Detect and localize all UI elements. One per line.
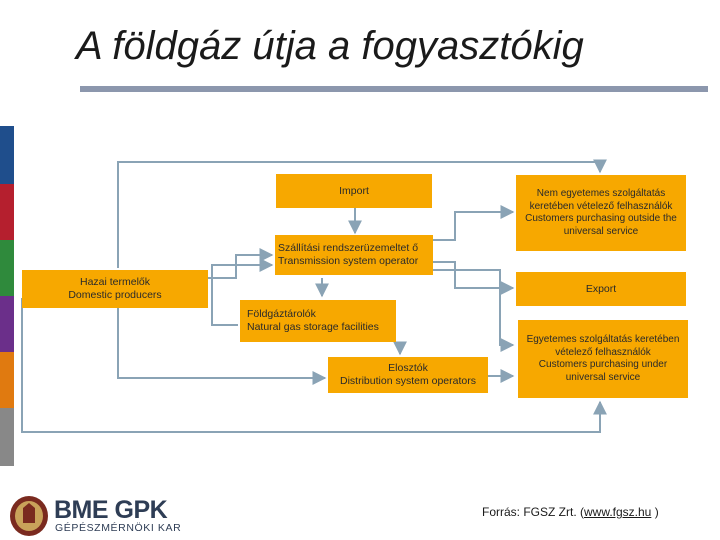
storage-facilities-box — [240, 300, 396, 342]
domestic-producers-box — [22, 270, 208, 308]
transmission-operator-box — [275, 235, 433, 275]
page-title: A földgáz útja a fogyasztókig — [76, 24, 584, 68]
source-prefix: Forrás: FGSZ Zrt. ( — [482, 505, 584, 519]
import-box — [276, 174, 432, 208]
distribution-operators-label: Elosztók Distribution system operators — [340, 362, 476, 387]
source-citation — [482, 505, 659, 519]
export-label: Export — [585, 282, 617, 295]
transmission-operator-label: Szállítási rendszerüzemeltet ő Transmission system operator — [278, 242, 419, 267]
universal-customers-box — [518, 320, 688, 398]
logo-wordmark: BME GPK — [54, 496, 168, 524]
bme-crest-icon — [8, 494, 50, 538]
import-label: Import — [339, 184, 369, 197]
source-suffix: ) — [651, 505, 659, 519]
universal-customers-label: Egyetemes szolgáltatás keretében vételező felhasználók Customers purchasing under universal service — [526, 334, 680, 383]
non-universal-customers-label: Nem egyetemes szolgáltatás keretében vételező felhasználók Customers purchasing outside the universal service — [525, 188, 677, 237]
non-universal-customers-box — [516, 175, 686, 251]
domestic-producers-label: Hazai termelők Domestic producers — [68, 276, 162, 301]
distribution-operators-box — [328, 357, 488, 393]
export-box — [516, 272, 686, 306]
logo-subtitle: GÉPÉSZMÉRNÖKI KAR — [55, 522, 182, 534]
storage-facilities-label: Földgáztárolók Natural gas storage facilities — [247, 308, 379, 333]
source-link[interactable]: www.fgsz.hu — [584, 505, 652, 519]
